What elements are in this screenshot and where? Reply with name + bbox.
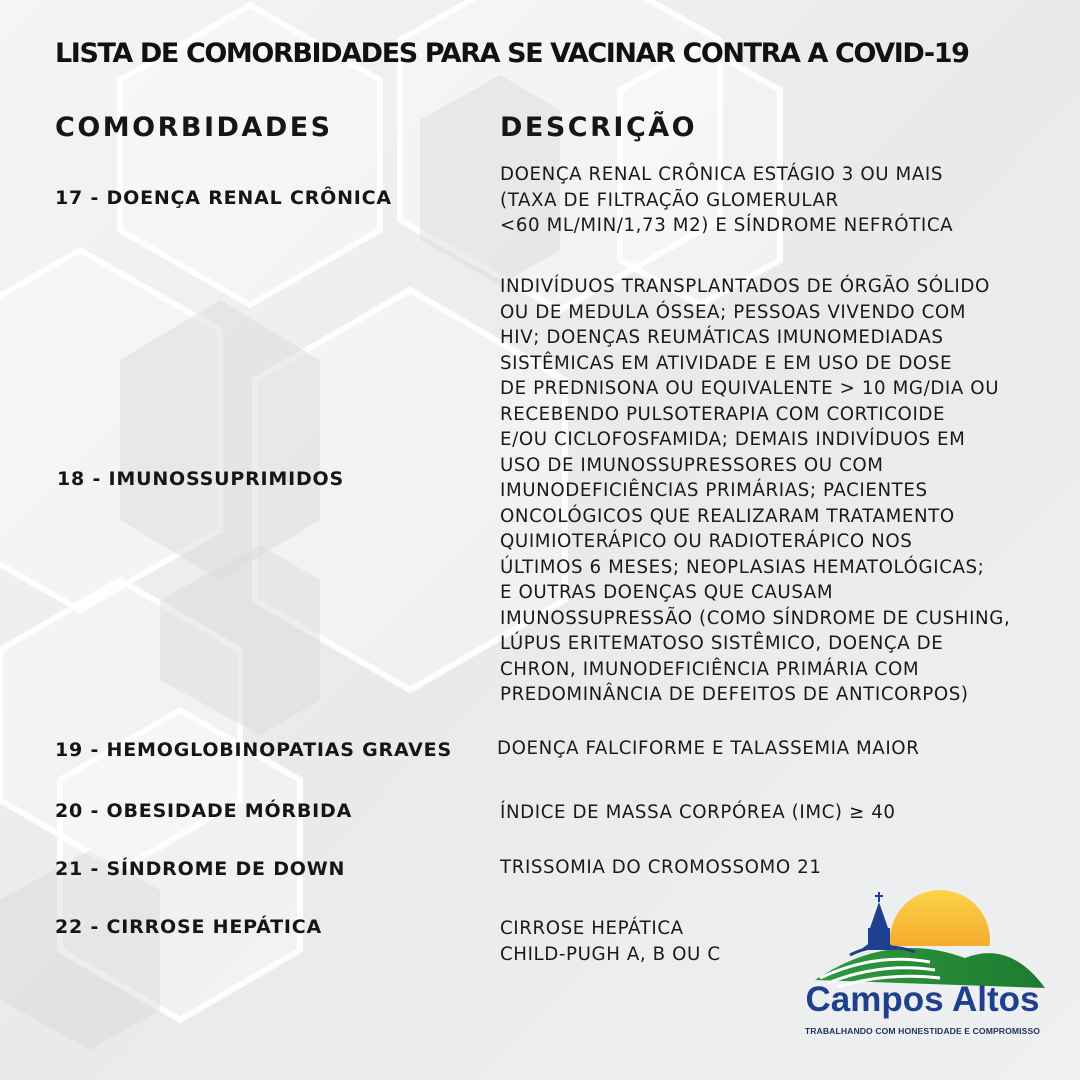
comorbidity-name: 17 - DOENÇA RENAL CRÔNICA — [55, 187, 392, 209]
description-line: CIRROSE HEPÁTICA — [500, 918, 684, 939]
description-line: (TAXA DE FILTRAÇÃO GLOMERULAR — [500, 189, 839, 211]
description-line: DOENÇA FALCIFORME E TALASSEMIA MAIOR — [497, 738, 920, 759]
description-line: E OUTRAS DOENÇAS QUE CAUSAM — [500, 582, 834, 603]
description-line: HIV; DOENÇAS REUMÁTICAS IMUNOMEDIADAS — [500, 327, 944, 348]
description-line: DE PREDNISONA OU EQUIVALENTE > 10 MG/DIA OU — [500, 378, 1000, 399]
comorbidity-name: 22 - CIRROSE HEPÁTICA — [55, 916, 323, 938]
logo-tagline: TRABALHANDO COM HONESTIDADE E COMPROMISSO — [804, 1026, 1041, 1036]
description-line: IMUNODEFICIÊNCIAS PRIMÁRIAS; PACIENTES — [500, 480, 928, 501]
description-line: <60 ML/MIN/1,73 M2) E SÍNDROME NEFRÓTICA — [500, 215, 954, 236]
description-line: PREDOMINÂNCIA DE DEFEITOS DE ANTICORPOS) — [500, 684, 969, 705]
description-line: QUIMIOTERÁPICO OU RADIOTERÁPICO NOS — [500, 531, 913, 552]
church-sun-hills-icon — [780, 880, 1065, 990]
column-header-comorbidades: COMORBIDADES — [55, 112, 333, 143]
description-line: OU DE MEDULA ÓSSEA; PESSOAS VIVENDO COM — [500, 301, 967, 323]
description-line: ONCOLÓGICOS QUE REALIZARAM TRATAMENTO — [500, 505, 955, 527]
description-line: SISTÊMICAS EM ATIVIDADE E EM USO DE DOSE — [500, 352, 953, 374]
description-line: USO DE IMUNOSSUPRESSORES OU COM — [500, 454, 884, 476]
page-title: LISTA DE COMORBIDADES PARA SE VACINAR CONTRA A COVID-19 — [55, 38, 969, 69]
column-header-descricao: DESCRIÇÃO — [500, 112, 698, 143]
description-line: CHILD-PUGH A, B OU C — [500, 943, 721, 965]
description-line: E/OU CICLOFOSFAMIDA; DEMAIS INDIVÍDUOS EM — [500, 429, 966, 450]
comorbidity-name: 18 - IMUNOSSUPRIMIDOS — [57, 468, 344, 490]
comorbidity-name: 20 - OBESIDADE MÓRBIDA — [55, 800, 353, 822]
comorbidity-description — [500, 800, 896, 826]
logo-name: Campos Altos — [805, 980, 1040, 1019]
comorbidity-description — [500, 916, 721, 967]
comorbidity-description — [497, 736, 919, 762]
description-line: LÚPUS ERITEMATOSO SISTÊMICO, DOENÇA DE — [500, 633, 944, 654]
comorbidity-description — [500, 855, 822, 881]
description-line: DOENÇA RENAL CRÔNICA ESTÁGIO 3 OU MAIS — [500, 164, 943, 185]
description-line: RECEBENDO PULSOTERAPIA COM CORTICOIDE — [500, 403, 946, 425]
description-line: ÚLTIMOS 6 MESES; NEOPLASIAS HEMATOLÓGICAS; — [500, 556, 985, 578]
comorbidity-name: 19 - HEMOGLOBINOPATIAS GRAVES — [55, 739, 452, 761]
description-line: IMUNOSSUPRESSÃO (COMO SÍNDROME DE CUSHING, — [500, 607, 1011, 629]
description-line: ÍNDICE DE MASSA CORPÓREA (IMC) ≥ 40 — [500, 802, 896, 823]
comorbidity-name: 21 - SÍNDROME DE DOWN — [55, 858, 346, 880]
description-line: TRISSOMIA DO CROMOSSOMO 21 — [500, 857, 822, 878]
comorbidity-description — [500, 274, 1010, 708]
description-line: CHRON, IMUNODEFICIÊNCIA PRIMÁRIA COM — [500, 658, 920, 680]
description-line: INDIVÍDUOS TRANSPLANTADOS DE ÓRGÃO SÓLIDO — [500, 276, 990, 297]
comorbidity-description — [500, 162, 953, 239]
campos-altos-logo — [780, 880, 1065, 1055]
